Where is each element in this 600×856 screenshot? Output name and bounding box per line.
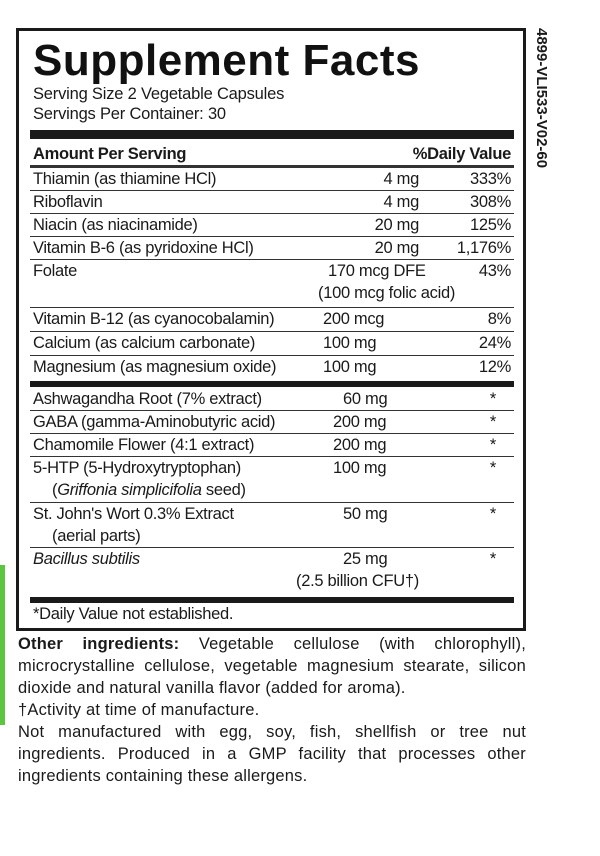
supplement-facts-panel xyxy=(16,28,526,631)
table-row xyxy=(30,457,514,503)
ingredient-name: Ashwagandha Root (7% extract) xyxy=(33,390,262,408)
other-ingredients-label: Other ingredients: xyxy=(18,635,180,653)
table-row xyxy=(30,191,514,214)
nutrient-name: Magnesium (as magnesium oxide) xyxy=(33,358,277,376)
nutrient-dv: 8% xyxy=(487,310,511,328)
source-part: seed) xyxy=(201,481,246,499)
nutrient-dv: 125% xyxy=(469,216,511,234)
ingredient-amount: 200 mg xyxy=(333,436,387,454)
other-ingredients-text: Vegetable cellulose (with chlorophyll), microcrystalline cellulose, vegetable magnesium stearate, silicon dioxide and natural vanilla flavor (added for aroma). xyxy=(18,635,526,697)
ingredient-amount: 50 mg xyxy=(343,505,388,523)
source-species: Griffonia simplicifolia xyxy=(57,481,202,499)
ingredient-dv: * xyxy=(489,550,496,568)
nutrient-amount: 200 mcg xyxy=(323,310,385,328)
allergen-statement: Not manufactured with egg, soy, fish, shellfish or tree nut ingredients. Produced in a GMP facility that processes other ingredients containing these allergens. xyxy=(18,723,526,785)
ingredient-amount: 200 mg xyxy=(333,413,387,431)
footnote: *Daily Value not established. xyxy=(33,605,234,623)
nutrient-dv: 308% xyxy=(469,193,511,211)
table-row xyxy=(30,168,514,191)
ingredient-dv: * xyxy=(489,505,496,523)
header-dv: %Daily Value xyxy=(412,145,511,163)
nutrient-dv: 24% xyxy=(478,334,511,352)
table-row xyxy=(30,356,514,380)
divider-thick xyxy=(30,381,514,387)
nutrient-dv: 1,176% xyxy=(456,239,511,257)
ingredient-dv: * xyxy=(489,459,496,477)
nutrient-amount: 4 mg xyxy=(383,170,419,188)
nutrient-name: Vitamin B-6 (as pyridoxine HCl) xyxy=(33,239,254,257)
ingredient-name: GABA (gamma-Aminobutyric acid) xyxy=(33,413,276,431)
nutrient-name: Riboflavin xyxy=(33,193,103,211)
table-row xyxy=(30,411,514,434)
product-code-text: 4899-VLI533-V02-60 xyxy=(533,28,550,169)
table-row xyxy=(30,388,514,411)
header-amount: Amount Per Serving xyxy=(33,145,187,163)
divider-thick xyxy=(30,597,514,603)
panel-title: Supplement Facts xyxy=(33,36,420,85)
nutrient-name: Folate xyxy=(33,262,78,280)
table-row xyxy=(30,503,514,548)
nutrient-subnote: (100 mcg folic acid) xyxy=(318,284,456,302)
nutrient-amount: 100 mg xyxy=(323,334,377,352)
source-paren: ( xyxy=(52,481,58,499)
table-row xyxy=(30,214,514,237)
ingredient-subnote: (2.5 billion CFU†) xyxy=(296,572,419,590)
activity-note: †Activity at time of manufacture. xyxy=(18,701,260,719)
ingredient-source xyxy=(52,479,246,501)
nutrient-amount: 4 mg xyxy=(383,193,419,211)
nutrient-dv: 43% xyxy=(478,262,511,280)
table-row xyxy=(30,548,514,596)
nutrient-amount: 20 mg xyxy=(374,239,419,257)
ingredient-dv: * xyxy=(489,390,496,408)
other-ingredients-section xyxy=(18,633,526,787)
nutrient-amount: 100 mg xyxy=(323,358,377,376)
table-row xyxy=(30,332,514,356)
ingredient-amount: 60 mg xyxy=(343,390,388,408)
ingredient-name: St. John's Wort 0.3% Extract xyxy=(33,505,234,523)
header-row xyxy=(30,141,514,168)
ingredient-dv: * xyxy=(489,413,496,431)
nutrient-name: Vitamin B-12 (as cyanocobalamin) xyxy=(33,310,275,328)
product-code xyxy=(530,28,552,238)
nutrient-dv: 333% xyxy=(469,170,511,188)
table-row xyxy=(30,237,514,260)
green-accent-bar xyxy=(0,565,5,725)
nutrient-amount: 170 mcg DFE xyxy=(328,262,426,280)
table-row xyxy=(30,434,514,457)
ingredient-dv: * xyxy=(489,436,496,454)
other-ingredients xyxy=(18,633,526,699)
serving-size: Serving Size 2 Vegetable Capsules xyxy=(33,85,285,103)
nutrient-name: Niacin (as niacinamide) xyxy=(33,216,198,234)
ingredient-name: 5-HTP (5-Hydroxytryptophan) xyxy=(33,459,242,477)
divider-thick xyxy=(30,130,514,139)
ingredient-name: Bacillus subtilis xyxy=(33,550,140,568)
nutrient-name: Thiamin (as thiamine HCl) xyxy=(33,170,217,188)
nutrient-amount: 20 mg xyxy=(374,216,419,234)
nutrient-name: Calcium (as calcium carbonate) xyxy=(33,334,256,352)
nutrient-dv: 12% xyxy=(478,358,511,376)
servings-per-container: Servings Per Container: 30 xyxy=(33,105,226,123)
ingredient-subnote: (aerial parts) xyxy=(52,527,141,545)
ingredient-name: Chamomile Flower (4:1 extract) xyxy=(33,436,255,454)
table-row xyxy=(30,260,514,308)
table-row xyxy=(30,308,514,332)
ingredient-amount: 25 mg xyxy=(343,550,388,568)
ingredient-amount: 100 mg xyxy=(333,459,387,477)
